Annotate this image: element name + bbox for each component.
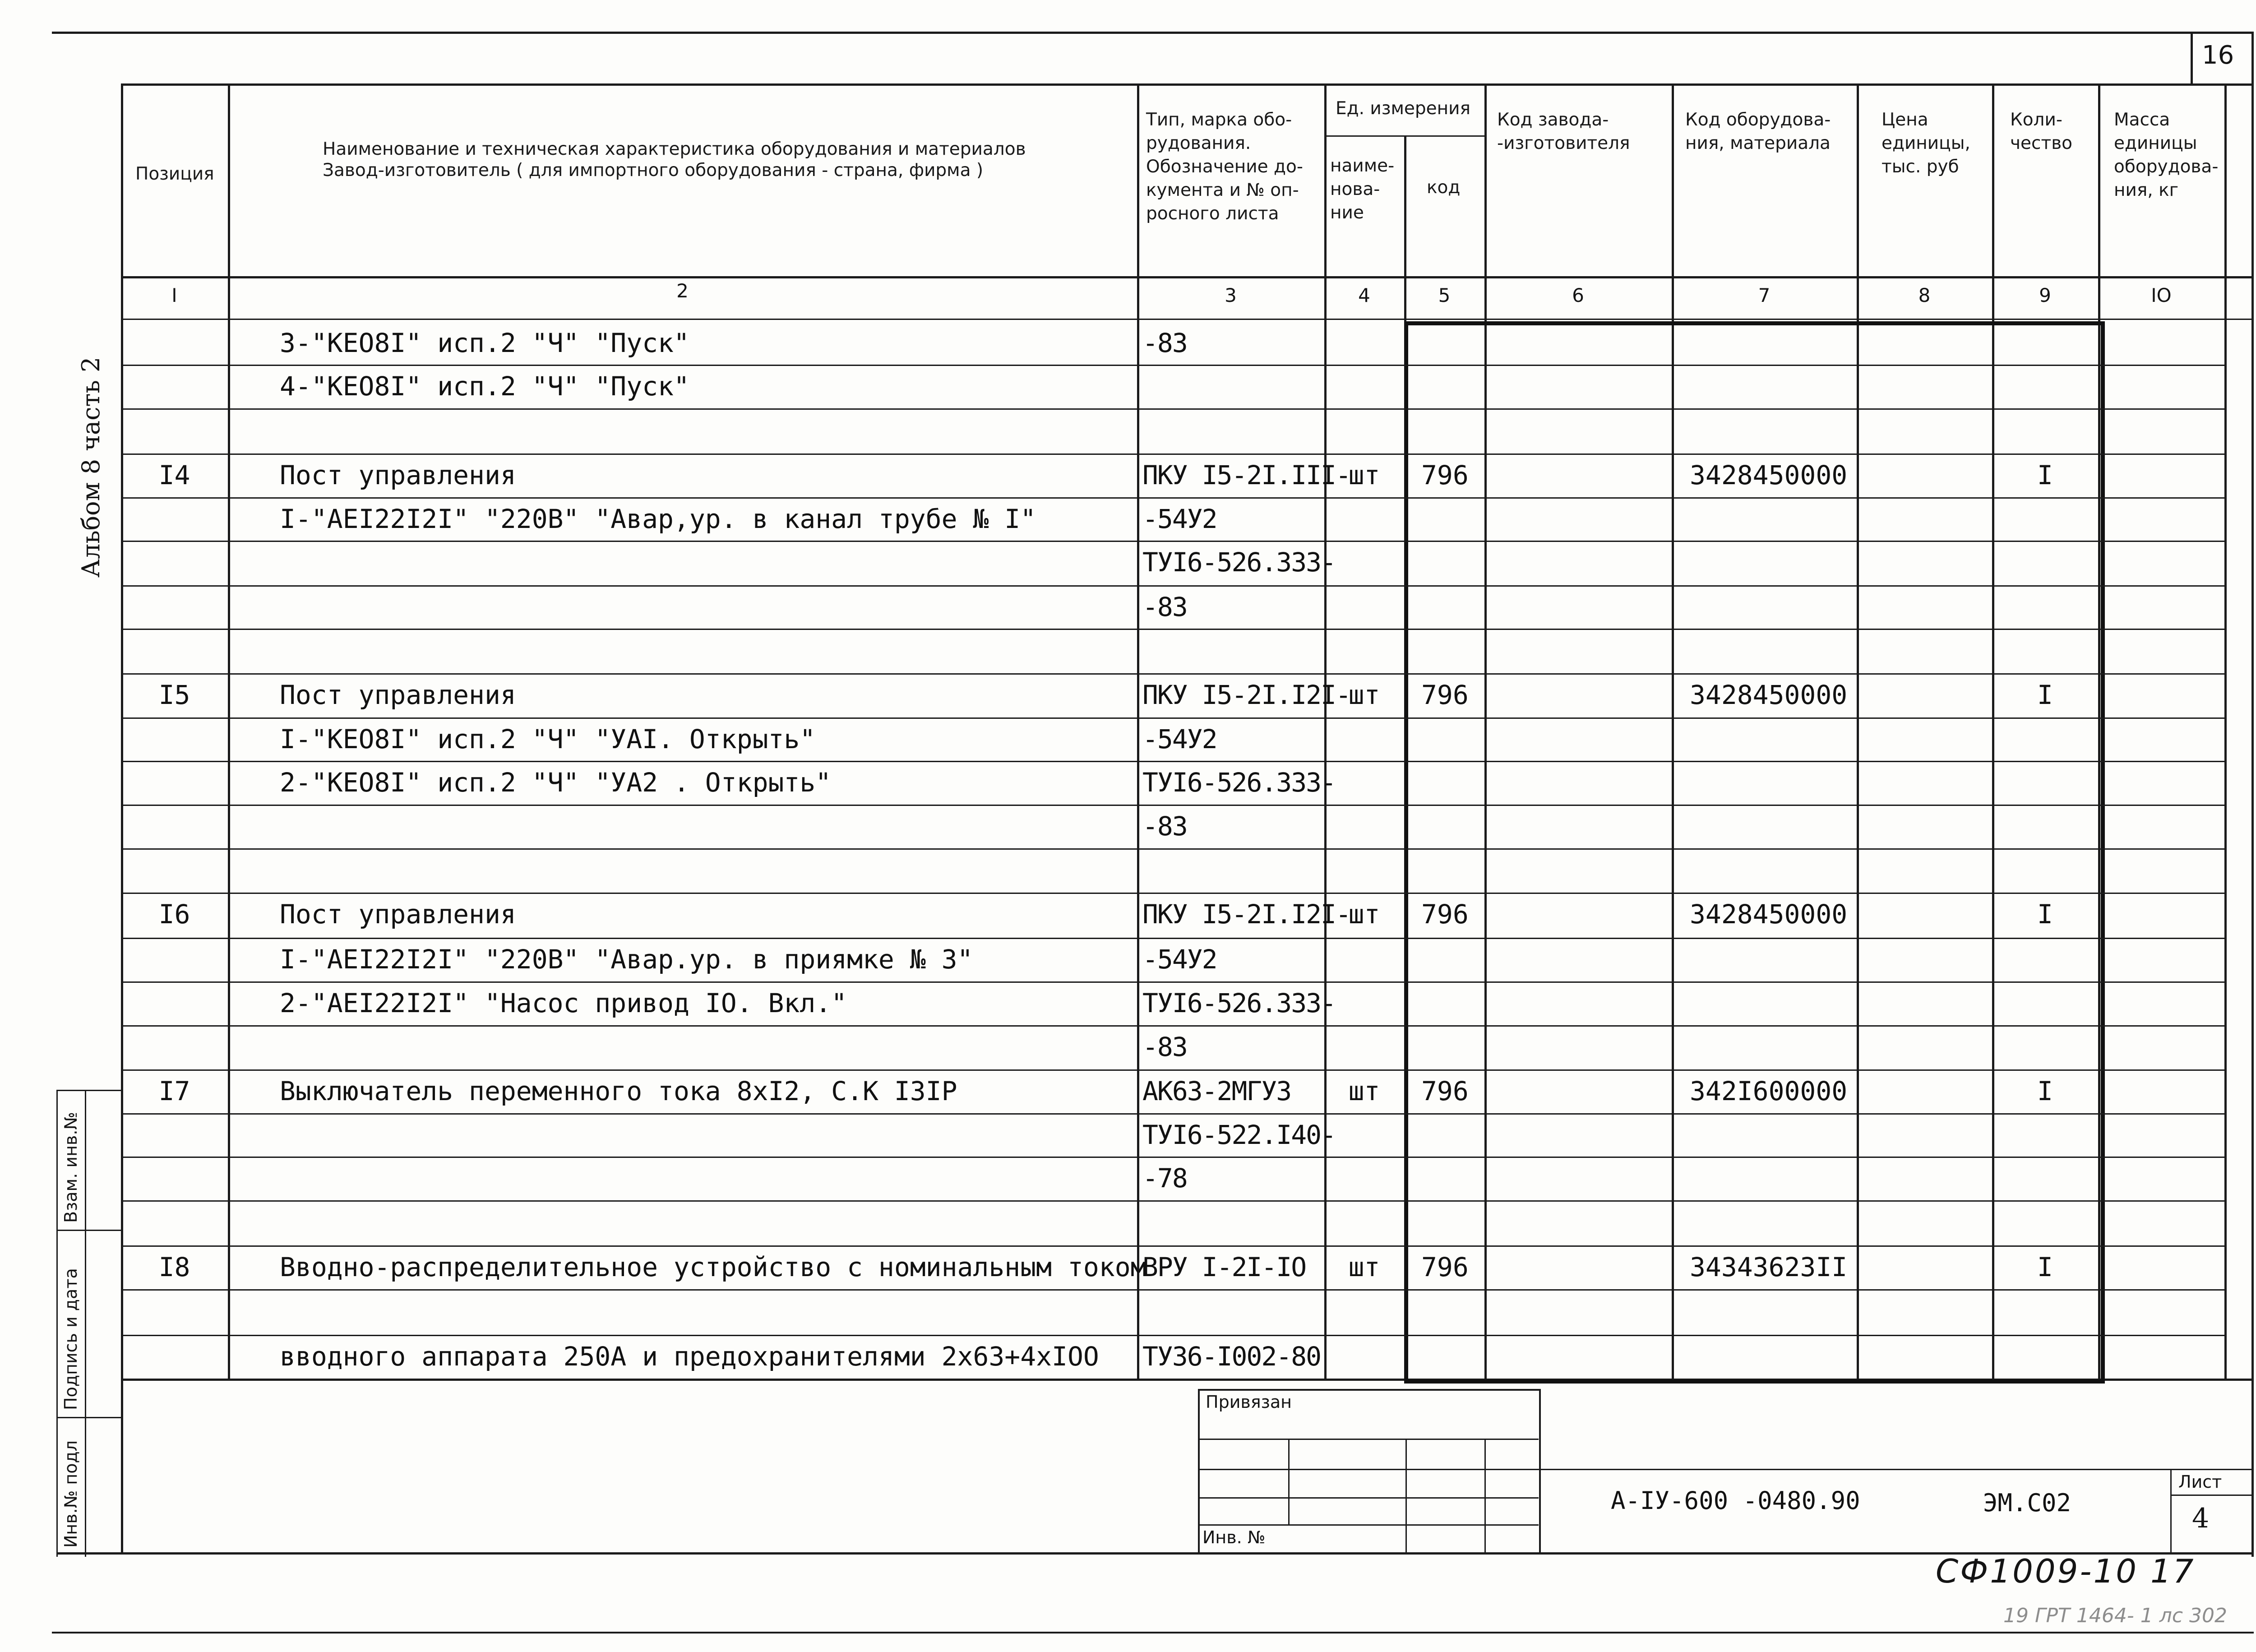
header-unit-name-2: нова- [1330, 179, 1380, 199]
sheet-box-left [2191, 32, 2193, 85]
doc-line [1539, 1469, 2254, 1470]
row-quantity: I [2037, 1252, 2053, 1282]
row-equipment-code: 3428450000 [1690, 899, 1848, 930]
header-price-1: Цена [1882, 110, 1928, 130]
row-type: ТУI6-522.I40- [1142, 1120, 1336, 1150]
header-unit-name-1: наиме- [1330, 156, 1395, 176]
col-sep-10 [2224, 83, 2227, 1379]
colnum-1: I [171, 284, 177, 306]
row-type: -54У2 [1142, 504, 1217, 534]
row-separator [121, 673, 2224, 675]
row-quantity: I [2037, 899, 2053, 930]
row-separator [121, 761, 2224, 762]
unit-subheader-line [1324, 135, 1484, 137]
doc-code: А-IУ-600 -0480.90 [1611, 1486, 1860, 1515]
row-name: Вводно-распределительное устройство с номинальным током [280, 1252, 1146, 1282]
header-qty-1: Коли- [2010, 110, 2062, 130]
colnum-bottom [121, 319, 2254, 320]
row-unit: шт [1348, 680, 1380, 710]
frame-bottom [56, 1552, 2254, 1555]
bound-line-2 [1198, 1469, 1539, 1470]
row-type: -83 [1142, 592, 1187, 622]
row-separator [121, 1157, 2224, 1158]
frame-right [2251, 32, 2254, 1557]
colnum-2: 2 [676, 280, 689, 302]
row-type: -78 [1142, 1163, 1187, 1194]
colnum-8: 8 [1918, 284, 1931, 306]
header-name-line1: Наименование и техническая характеристика оборудования и материалов [323, 139, 1026, 159]
row-unit-code: 796 [1421, 1252, 1469, 1282]
header-plant-2: -изготовителя [1497, 133, 1630, 153]
stamp-strip-sep1 [56, 1230, 122, 1231]
row-name: Пост управления [280, 899, 516, 930]
row-type: АК63-2МГУ3 [1142, 1076, 1291, 1106]
row-type: ТУI6-526.333- [1142, 547, 1336, 578]
header-type-4: кумента и № оп- [1146, 180, 1299, 200]
row-unit: шт [1348, 1076, 1380, 1106]
row-quantity: I [2037, 680, 2053, 710]
row-position: I8 [158, 1252, 190, 1282]
header-equip-2: ния, материала [1685, 133, 1831, 153]
row-separator [121, 541, 2224, 542]
sheet-value: 4 [2192, 1503, 2210, 1534]
bound-vline-2 [1405, 1439, 1407, 1552]
row-unit: шт [1348, 1252, 1380, 1282]
row-separator [121, 1113, 2224, 1115]
row-equipment-code: 3428450000 [1690, 680, 1848, 710]
row-name: вводного аппарата 250А и предохранителями 2х63+4хIOO [280, 1341, 1099, 1372]
row-position: I7 [158, 1076, 190, 1106]
header-plant-1: Код завода- [1497, 110, 1609, 130]
row-position: I6 [158, 899, 190, 930]
colnum-7: 7 [1758, 284, 1771, 306]
header-price-2: единицы, [1882, 133, 1970, 153]
bound-line-4 [1198, 1524, 1539, 1526]
header-mass-3: оборудова- [2114, 157, 2219, 177]
row-separator [121, 629, 2224, 630]
row-unit-code: 796 [1421, 1076, 1469, 1106]
header-mass-1: Масса [2114, 110, 2170, 130]
row-name: Пост управления [280, 680, 516, 710]
header-type-5: росного листа [1146, 204, 1279, 224]
colnum-9: 9 [2039, 284, 2051, 306]
bound-line-1 [1198, 1439, 1539, 1440]
header-type-3: Обозначение до- [1146, 157, 1303, 177]
row-name: 2-"КЕО8I" исп.2 "Ч" "УА2 . Открыть" [280, 767, 832, 798]
row-type: -54У2 [1142, 944, 1217, 975]
row-type: ТУI6-526.333- [1142, 988, 1336, 1018]
row-separator [121, 805, 2224, 806]
header-price-3: тыс. руб [1882, 157, 1959, 177]
row-unit-code: 796 [1421, 899, 1469, 930]
colnum-4: 4 [1358, 284, 1370, 306]
col-sep-2 [1137, 83, 1139, 1379]
header-unit-code: код [1427, 177, 1461, 198]
stamp-signature-date: Подпись и дата [61, 1268, 81, 1410]
colnum-3: 3 [1225, 284, 1237, 306]
header-unit: Ед. измерения [1336, 98, 1470, 119]
row-unit-code: 796 [1421, 680, 1469, 710]
row-separator [121, 1069, 2224, 1071]
stamp-inv-original: Инв.№ подл [61, 1440, 81, 1548]
inv-label: Инв. № [1202, 1527, 1266, 1547]
doc-mark: ЭМ.С02 [1983, 1489, 2071, 1517]
sheet-cell-line [2170, 1495, 2254, 1496]
row-name: 4-"КЕО8I" исп.2 "Ч" "Пуск" [280, 371, 689, 402]
album-label: Альбом 8 часть 2 [77, 356, 105, 578]
row-separator [121, 1200, 2224, 1202]
faint-footer-stamp: 19 ГРТ 1464- 1 лс 302 [2003, 1604, 2227, 1627]
row-type: -83 [1142, 328, 1187, 358]
row-unit: шт [1348, 460, 1380, 491]
bound-line-3 [1198, 1497, 1539, 1499]
header-position: Позиция [135, 164, 214, 184]
stamp-replaced-inv: Взам. инв.№ [61, 1112, 81, 1223]
row-type: ТУ36-I002-80 [1142, 1341, 1321, 1372]
row-separator [121, 497, 2224, 499]
row-equipment-code: 34343623II [1690, 1252, 1848, 1282]
row-separator [121, 1335, 2224, 1336]
header-mass-2: единицы [2114, 133, 2197, 153]
row-equipment-code: 342I600000 [1690, 1076, 1848, 1106]
header-qty-2: чество [2010, 133, 2073, 153]
row-separator [121, 1245, 2224, 1247]
row-quantity: I [2037, 1076, 2053, 1106]
stamp-strip-sep2 [56, 1417, 122, 1418]
row-name: 3-"КЕО8I" исп.2 "Ч" "Пуск" [280, 328, 689, 358]
row-quantity: I [2037, 460, 2053, 491]
row-separator [121, 981, 2224, 983]
header-unit-name-3: ние [1330, 203, 1364, 223]
col-sep-3 [1324, 83, 1327, 1379]
bound-label: Привязан [1206, 1392, 1292, 1412]
row-name: Выключатель переменного тока 8хI2, С.К I3IР [280, 1076, 957, 1106]
sheet-cell-left [2170, 1469, 2172, 1552]
bound-vline-1 [1288, 1439, 1290, 1524]
row-name: I-"АЕI22I2I" "220В" "Авар.ур. в приямке № 3" [280, 944, 973, 975]
row-type: ВРУ I-2I-IO [1142, 1252, 1306, 1282]
row-type: ПКУ I5-2I.I2I- [1142, 899, 1350, 930]
row-separator [121, 717, 2224, 719]
stamp-strip-left [56, 1090, 58, 1557]
row-type: ПКУ I5-2I.III- [1142, 460, 1350, 491]
stamp-strip-mid [85, 1090, 86, 1557]
row-separator [121, 848, 2224, 850]
row-name: I-"КЕО8I" исп.2 "Ч" "УАI. Открыть" [280, 724, 816, 754]
table-top [121, 83, 2254, 86]
stamp-strip-top [56, 1090, 122, 1091]
col-sep-1 [228, 83, 230, 1379]
row-separator [121, 1025, 2224, 1027]
row-separator [121, 938, 2224, 939]
top-border [52, 32, 2254, 34]
colnum-6: 6 [1572, 284, 1584, 306]
header-equip-1: Код оборудова- [1685, 110, 1831, 130]
row-type: -83 [1142, 1032, 1187, 1062]
row-separator [121, 585, 2224, 587]
colnum-10: IO [2151, 284, 2172, 306]
colnum-5: 5 [1438, 284, 1451, 306]
sheet-label: Лист [2178, 1472, 2222, 1492]
bound-vline-3 [1484, 1439, 1486, 1552]
header-mass-4: ния, кг [2114, 180, 2179, 200]
row-separator [121, 365, 2224, 366]
header-name-line2: Завод-изготовитель ( для импортного оборудования - страна, фирма ) [323, 160, 984, 180]
row-unit-code: 796 [1421, 460, 1469, 491]
row-position: I4 [158, 460, 190, 491]
row-separator [121, 408, 2224, 410]
header-bottom [121, 276, 2254, 278]
header-type-2: рудования. [1146, 133, 1251, 153]
header-type-1: Тип, марка обо- [1146, 110, 1292, 130]
row-separator [121, 1289, 2224, 1291]
row-type: -54У2 [1142, 724, 1217, 754]
row-type: ТУI6-526.333- [1142, 767, 1336, 798]
handwritten-stamp: СФ1009-10 17 [1936, 1552, 2196, 1590]
row-position: I5 [158, 680, 190, 710]
row-equipment-code: 3428450000 [1690, 460, 1848, 491]
row-type: -83 [1142, 811, 1187, 842]
row-unit: шт [1348, 899, 1380, 930]
sheet-number: 16 [2202, 41, 2234, 70]
bottom-cut-line [52, 1632, 2254, 1633]
row-name: I-"АЕI22I2I" "220В" "Авар,ур. в канал трубе № I" [280, 504, 1036, 534]
row-separator [121, 893, 2224, 894]
row-separator [121, 453, 2224, 455]
row-name: Пост управления [280, 460, 516, 491]
row-name: 2-"АЕI22I2I" "Насос привод IO. Вкл." [280, 988, 847, 1018]
row-type: ПКУ I5-2I.I2I- [1142, 680, 1350, 710]
